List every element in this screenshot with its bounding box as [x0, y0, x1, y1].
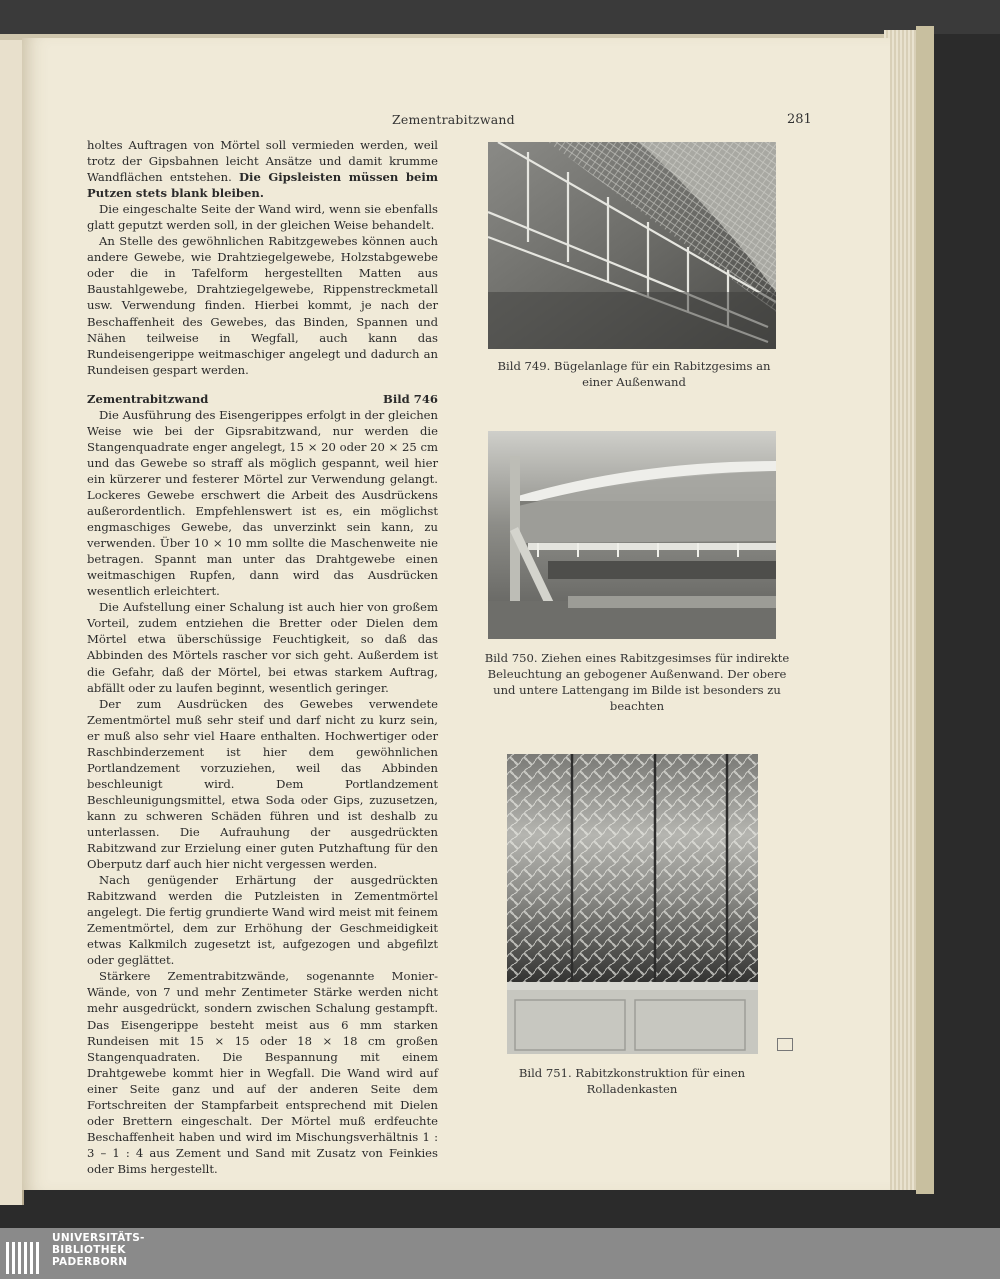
section-title: Zementrabitzwand	[87, 391, 209, 406]
library-name	[52, 1232, 145, 1268]
section-heading	[87, 391, 438, 407]
book-page	[22, 38, 890, 1190]
paragraph: Der zum Ausdrücken des Gewebes verwendete Zementmörtel muß sehr steif und darf nicht zu kurz sein, er muß also sehr viel Haare enthalten. Hochwertiger oder Raschbinderzement ist hier dem gewöhnlichen Portlandzement vorzuziehen, weil das Abbinden beschleunigt wird. Dem Portlandzement Beschleunigungsmittel, etwa Soda oder Gips, zuzusetzen, kann zu schweren Schäden führen und ist deshalb zu unterlassen. Die Aufrauhung der ausgedrückten Rabitzwand zur Erzielung einer guten Putzhaftung für den Oberputz darf auch hier nicht vergessen werden.	[87, 696, 438, 872]
book-cover-edge	[916, 26, 934, 1194]
running-title: Zementrabitzwand	[392, 112, 515, 127]
figure-750-photo	[488, 431, 776, 639]
library-footer	[0, 1228, 1000, 1279]
library-stamp-mark	[777, 1038, 793, 1051]
figure-749-caption: Bild 749. Bügelanlage für ein Rabitzgesims an einer Außenwand	[497, 359, 771, 389]
figure-751-photo	[507, 754, 758, 1054]
paragraph: Die Aufstellung einer Schalung ist auch hier von großem Vorteil, zudem entziehen die Bretter oder Dielen dem Mörtel etwa überschüssige Feuchtigkeit, so daß das Abbinden des Mörtels rascher vor sich geht. Außerdem ist die Gefahr, daß der Mörtel, bei etwas starkem Auftrag, abfällt oder zu laufen beginnt, wesentlich geringer.	[87, 600, 438, 695]
library-name-line: BIBLIOTHEK	[52, 1244, 126, 1256]
bold-rule: Die Gipsleisten müssen beim Putzen stets blank bleiben.	[87, 170, 438, 201]
figure-749-photo	[488, 142, 776, 349]
left-page-edge	[0, 40, 24, 1205]
paragraph: Die eingeschalte Seite der Wand wird, wenn sie ebenfalls glatt geputzt werden soll, in der gleichen Weise behandelt.	[87, 202, 438, 233]
paragraph: An Stelle des gewöhnlichen Rabitzgewebes können auch andere Gewebe, wie Drahtziegelgewebe, Holzstabgewebe oder die in Tafelform hergestellten Matten aus Baustahlgewebe, Drahtziegelgewebe, Rippenstreckmetall usw. Verwendung finden. Hierbei kommt, je nach der Beschaffenheit des Gewebes, das Binden, Spannen und Nähen teilweise in Wegfall, auch kann das Rundeisengerippe weitmaschiger angelegt und dadurch an Rundeisen gespart werden.	[87, 234, 438, 377]
library-name-line: UNIVERSITÄTS-	[52, 1232, 145, 1244]
text-column	[87, 137, 438, 1177]
library-logo-icon	[6, 1236, 42, 1274]
library-name-line: PADERBORN	[52, 1256, 128, 1268]
figure-750-caption: Bild 750. Ziehen eines Rabitzgesimses für indirekte Beleuchtung an gebogener Außenwand. Der obere und untere Lattengang im Bilde ist besonders zu beachten	[484, 651, 790, 713]
page-number: 281	[787, 112, 812, 127]
paragraph: holtes Auftragen von Mörtel soll vermieden werden, weil trotz der Gipsbahnen leicht Ansätze und damit krumme Wandflächen entstehen. Die Gipsleisten müssen beim Putzen stets blank bleiben.	[87, 138, 438, 201]
figure-751-caption: Bild 751. Rabitzkonstruktion für einen Rolladenkasten	[518, 1066, 746, 1096]
paragraph: Die Ausführung des Eisengerippes erfolgt in der gleichen Weise wie bei der Gipsrabitzwand, nur werden die Stangenquadrate enger angelegt, 15 × 20 oder 20 × 25 cm und das Gewebe so straff als möglich gespannt, weil hier ein kürzerer und festerer Mörtel zur Verwendung gelangt. Lockeres Gewebe erschwert die Arbeit des Ausdrückens außerordentlich. Empfehlenswert ist es, ein möglichst engmaschiges Gewebe, das unverzinkt sein kann, zu verwenden. Über 10 × 10 mm sollte die Maschenweite nie betragen. Spannt man unter das Drahtgewebe einen weitmaschigen Rupfen, dann wird das Ausdrücken wesentlich erleichtert.	[87, 407, 438, 599]
section-figure-ref: Bild 746	[383, 391, 438, 406]
paragraph: Nach genügender Erhärtung der ausgedrückten Rabitzwand werden die Putzleisten in Zementmörtel angelegt. Die fertig grundierte Wand wird meist mit feinem Zementmörtel, dem zur Erhöhung der Geschmeidigkeit etwas Kalkmilch zugesetzt ist, aufgezogen und abgefilzt oder geglättet.	[87, 873, 438, 968]
paragraph: Stärkere Zementrabitzwände, sogenannte Monier-Wände, von 7 und mehr Zentimeter Stärke werden nicht mehr ausgedrückt, sondern zwischen Schalung gestampft. Das Eisengerippe besteht meist aus 6 mm starken Rundeisen mit 15 × 15 oder 18 × 18 cm großen Stangenquadraten. Die Bespannung mit einem Drahtgewebe kommt hier in Wegfall. Die Wand wird auf einer Seite ganz und auf der anderen Seite dem Fortschreiten der Stampfarbeit entsprechend mit Dielen oder Brettern eingeschalt. Der Mörtel muß erdfeuchte Beschaffenheit haben und wird im Mischungsverhältnis 1 : 3 – 1 : 4 aus Zement und Sand mit Zusatz von Feinkies oder Bims hergestellt.	[87, 969, 438, 1176]
scan-background	[0, 0, 1000, 34]
